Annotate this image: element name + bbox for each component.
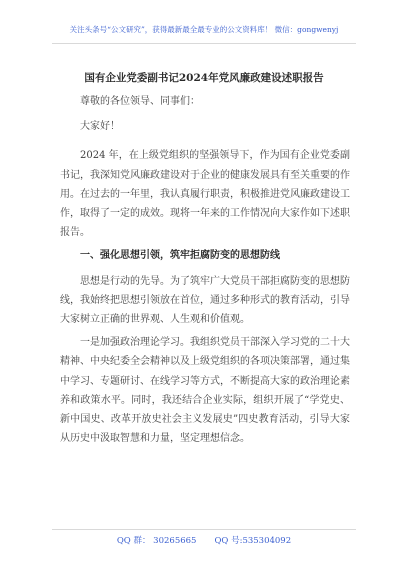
qq-group: QQ 群： 30265665 [116,536,197,546]
document-title: 国有企业党委副书记2024年党风廉政建设述职报告 [84,72,324,84]
footer-divider [52,529,356,530]
salutation: 尊敬的各位领导、同事们： [80,96,200,107]
section-paragraph: 一是加强政治理论学习。我组织党员干部深入学习党的二十大精神、中央纪委全会精神以及上级党组织的各项决策部署，通过集中学习、专题研讨、在线学习等方式，不断提高大家的政治理论素养和政策水平。同时，我还结合企业实际，组织开展了“学党史、新中国史、改革开放史社会主义发展史”四史教育活动，引导大家从历史中汲取智慧和力量，坚定理想信念。 [60,337,350,445]
intro-paragraph: 2024 年，在上级党组织的坚强领导下，作为国有企业党委副书记，我深知党风廉政建设对于企业的健康发展具有至关重要的作用。在过去的一年里，我认真履行职责，积极推进党风廉政建设工作，取得了一定的成效。现将一年来的工作情况向大家作如下述职报告。 [60,150,350,239]
section-heading: 一、强化思想引领，筑牢拒腐防变的思想防线 [80,250,280,262]
greeting: 大家好！ [80,121,120,133]
document-body [60,92,350,452]
qq-number: QQ 号:535304092 [214,536,292,546]
header-note: 关注头条号“公文研究”，获得最新最全最专业的公文资料库！ 微信：gongwenyj [69,25,339,34]
footer [0,534,408,546]
header-divider [52,43,356,44]
section-paragraph: 思想是行动的先导。为了筑牢广大党员干部拒腐防变的思想防线，我始终把思想引领放在首位，通过多种形式的教育活动，引导大家树立正确的世界观、人生观和价值观。 [60,275,350,326]
